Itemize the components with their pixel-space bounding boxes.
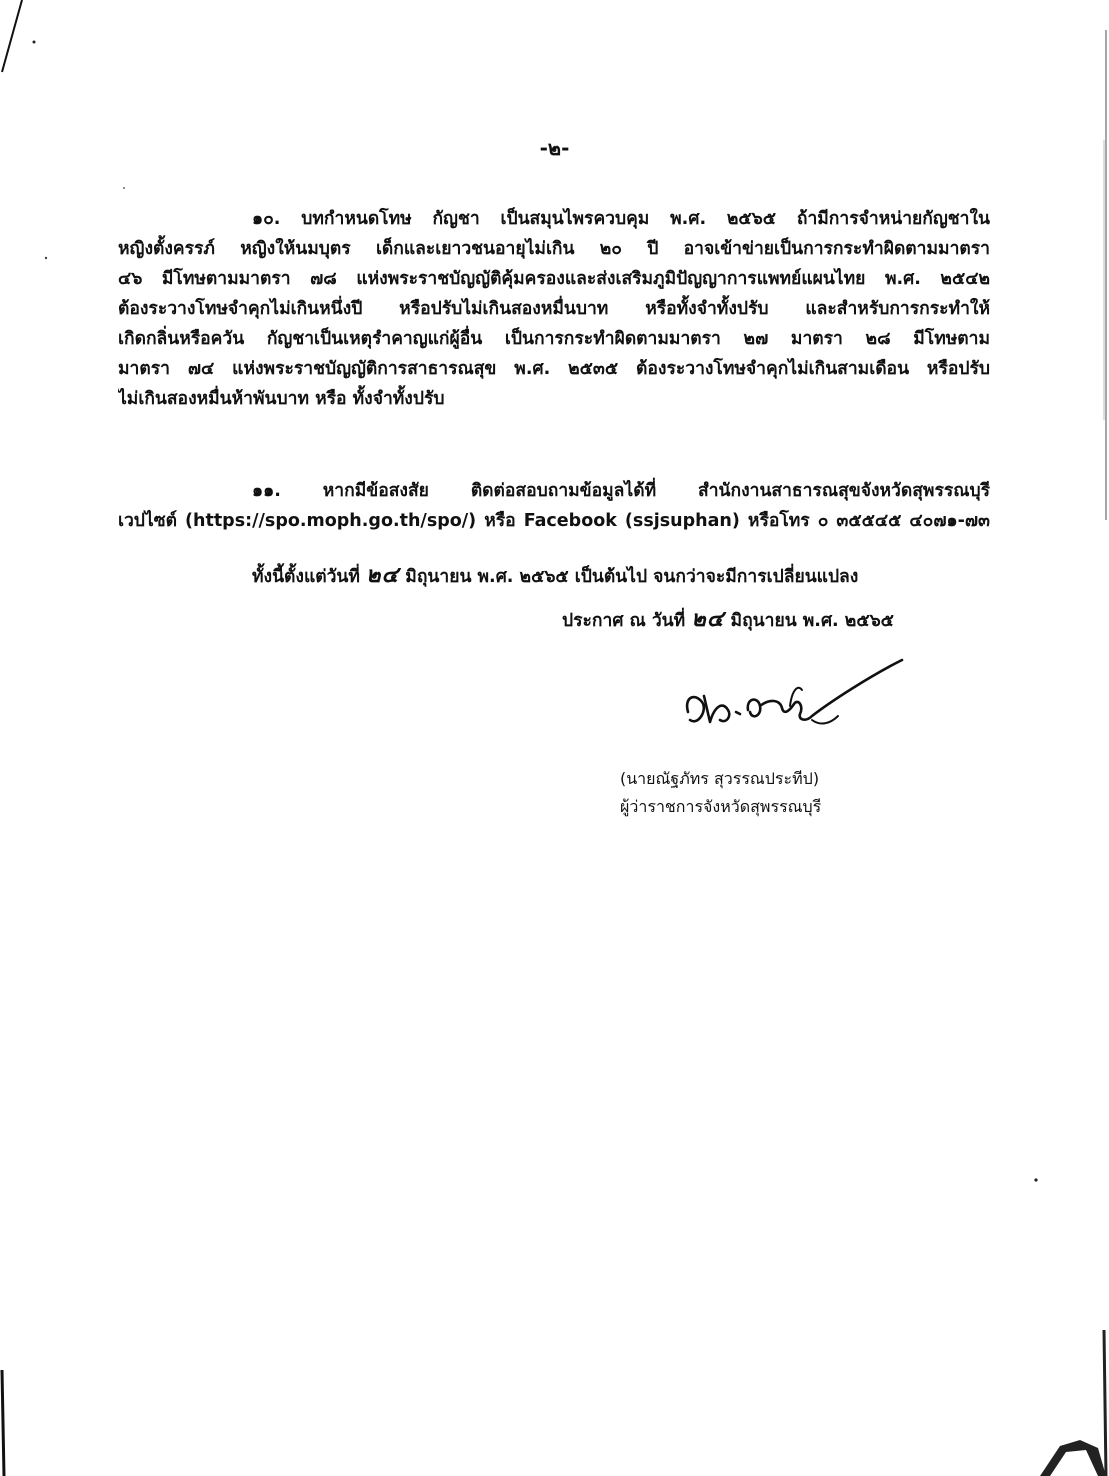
paragraph-line: ๑๐. บทกำหนดโทษ กัญชา เป็นสมุนไพรควบคุม พ.ศ. ๒๕๖๕ ถ้ามีการจำหน่ายกัญชาใน: [252, 209, 990, 229]
paragraph-line: เวปไซต์ (https://spo.moph.go.th/spo/) หรือ Facebook (ssjsuphan) หรือโทร ๐ ๓๕๕๔๕ ๔๐๗๑-๗๓: [118, 511, 990, 531]
paragraph-line: ไม่เกินสองหมื่นห้าพันบาท หรือ ทั้งจำทั้งปรับ: [118, 389, 445, 409]
page-number: -๒-: [539, 136, 570, 160]
paragraph-line: ๔๖ มีโทษตามมาตรา ๗๘ แห่งพระราชบัญญัติคุ้มครองและส่งเสริมภูมิปัญญาการแพทย์แผนไทย พ.ศ. ๒๕๔๒: [118, 269, 990, 289]
paragraph-line: ๑๑. หากมีข้อสงสัย ติดต่อสอบถามข้อมูลได้ที่ สำนักงานสาธารณสุขจังหวัดสุพรรณบุรี: [252, 481, 990, 501]
effective-suffix: มิถุนายน พ.ศ. ๒๕๖๕ เป็นต้นไป จนกว่าจะมีการเปลี่ยนแปลง: [405, 567, 859, 587]
signer-name: (นายณัฐภัทร สุวรรณประทีป): [620, 769, 820, 788]
paragraph-line: เกิดกลิ่นหรือควัน กัญชาเป็นเหตุรำคาญแก่ผู้อื่น เป็นการกระทำผิดตามมาตรา ๒๗ มาตรา ๒๘ มีโทษตาม: [118, 329, 990, 349]
paragraph-line: ต้องระวางโทษจำคุกไม่เกินหนึ่งปี หรือปรับไม่เกินสองหมื่นบาท หรือทั้งจำทั้งปรับ และสำหรับการกระทำให้: [118, 299, 990, 319]
signer-title: ผู้ว่าราชการจังหวัดสุพรรณบุรี: [620, 797, 822, 816]
effective-date-line: [252, 560, 952, 592]
announced-prefix: ประกาศ ณ วันที่: [562, 611, 686, 631]
handwritten-announced-day: ๒๔: [691, 606, 725, 632]
paragraph-10-penalties: [118, 204, 990, 414]
paragraph-line: มาตรา ๗๔ แห่งพระราชบัญญัติการสาธารณสุข พ.ศ. ๒๕๓๕ ต้องระวางโทษจำคุกไม่เกินสามเดือน หรือปรับ: [118, 359, 990, 379]
announcement-date-line: [562, 604, 982, 636]
handwritten-effective-day: ๒๔: [366, 562, 400, 588]
handwritten-signature: [680, 650, 910, 740]
paragraph-line: หญิงตั้งครรภ์ หญิงให้นมบุตร เด็กและเยาวชนอายุไม่เกิน ๒๐ ปี อาจเข้าข่ายเป็นการกระทำผิดตามมาตรา: [118, 239, 990, 259]
effective-prefix: ทั้งนี้ตั้งแต่วันที่: [252, 567, 360, 587]
announced-suffix: มิถุนายน พ.ศ. ๒๕๖๕: [730, 611, 894, 631]
paragraph-11-contact: [118, 476, 990, 536]
